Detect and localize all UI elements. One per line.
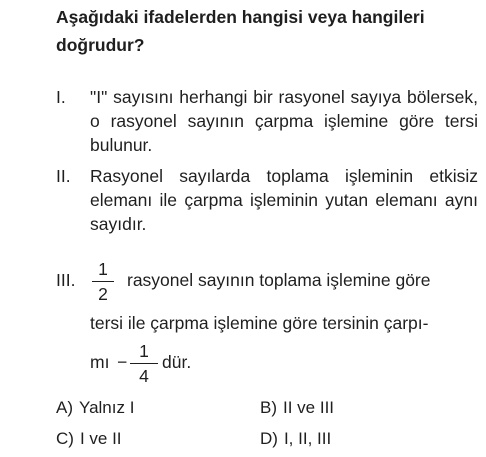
option-a[interactable]: [56, 396, 134, 420]
question-stem: [56, 3, 476, 59]
statement-2-numeral: II.: [56, 166, 71, 186]
statement-1: [56, 85, 478, 157]
fraction-one-quarter-denominator: 4: [139, 366, 149, 387]
statement-2-text: Rasyonel sayılarda toplama işleminin etkisiz elemanı ile çarpma işleminin yutan elemanı aynı sayıdır.: [90, 166, 478, 234]
option-d-label: D): [260, 429, 278, 448]
fraction-bar: [130, 363, 158, 364]
fraction-one-half-denominator: 2: [98, 284, 108, 305]
statement-1-numeral: I.: [56, 87, 66, 107]
fraction-bar: [92, 281, 114, 282]
option-d[interactable]: [260, 427, 331, 451]
statement-2: [56, 164, 478, 236]
statement-3-numeral: III.: [56, 270, 76, 290]
statement-3-text-b: tersi ile çarpma işlemine göre tersinin çarpı-: [90, 313, 429, 333]
statement-3-text-d: dür.: [162, 352, 192, 372]
option-b-text: II ve III: [283, 398, 335, 417]
question-line-1: Aşağıdaki ifadelerden hangisi veya hangileri: [56, 7, 425, 27]
question-line-2: doğrudur?: [56, 35, 145, 55]
option-a-text: Yalnız I: [79, 398, 135, 417]
option-c[interactable]: [56, 427, 122, 451]
fraction-one-quarter: [130, 341, 158, 386]
minus-sign: −: [117, 352, 128, 372]
statement-1-text: "I" sayısını herhangi bir rasyonel sayıya bölersek, o rasyonel sayının çarpma işlemine göre tersi bulunur.: [90, 87, 478, 155]
fraction-one-quarter-numerator: 1: [139, 341, 149, 361]
statement-3-text-c: mı: [90, 352, 110, 372]
option-c-label: C): [56, 429, 74, 448]
option-b[interactable]: [260, 396, 334, 420]
fraction-one-half-numerator: 1: [98, 259, 108, 279]
option-c-text: I ve II: [79, 429, 122, 448]
option-a-label: A): [56, 398, 73, 417]
statement-3-text-a: rasyonel sayının toplama işlemine göre: [127, 270, 431, 290]
option-b-label: B): [260, 398, 277, 417]
option-d-text: I, II, III: [283, 429, 332, 448]
fraction-one-half: [92, 259, 114, 304]
